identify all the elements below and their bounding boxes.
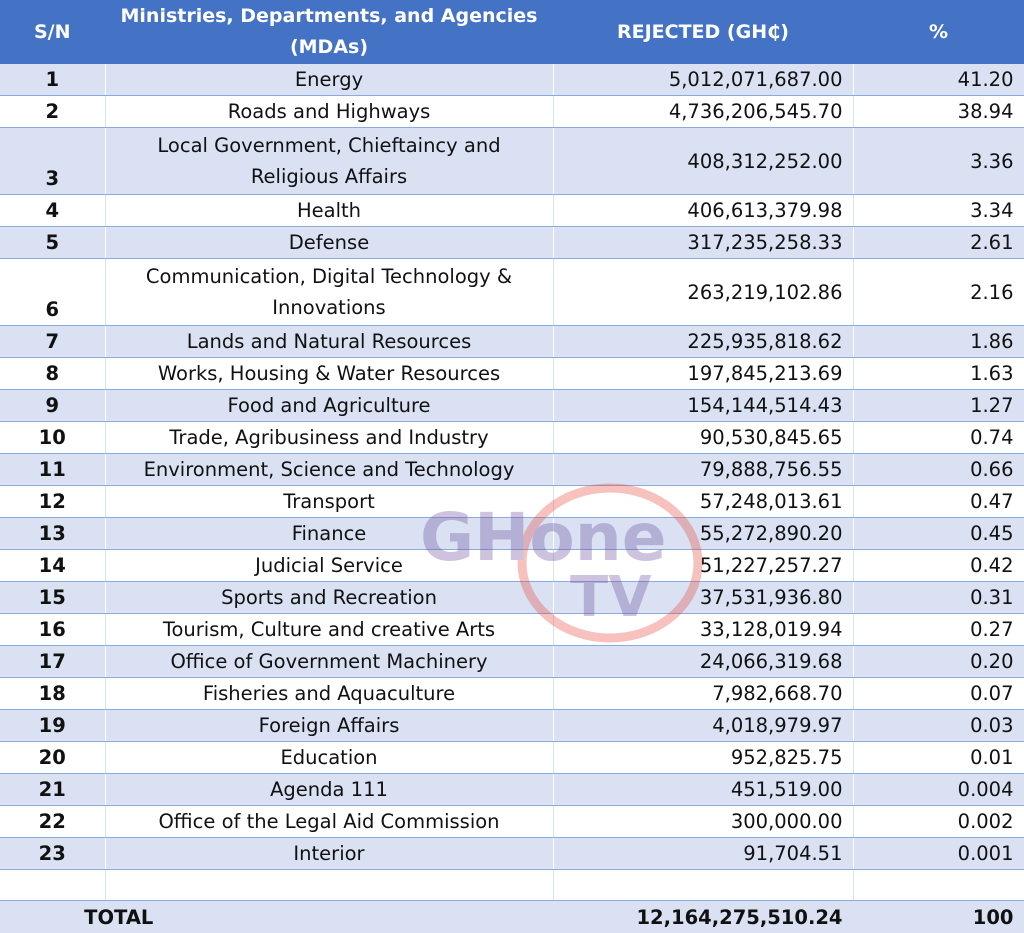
cell-percent: 2.61 bbox=[853, 227, 1024, 259]
table-row bbox=[0, 358, 1024, 390]
cell-amount: 7,982,668.70 bbox=[553, 678, 853, 710]
cell-sn: 11 bbox=[0, 454, 105, 486]
table-row bbox=[0, 227, 1024, 259]
blank-cell bbox=[0, 870, 105, 901]
table-row bbox=[0, 390, 1024, 422]
cell-percent: 38.94 bbox=[853, 96, 1024, 128]
watermark-text-bottom: TV bbox=[570, 565, 652, 630]
total-row bbox=[0, 901, 1024, 933]
cell-amount: 4,018,979.97 bbox=[553, 710, 853, 742]
cell-mda: Food and Agriculture bbox=[105, 390, 553, 422]
table-row bbox=[0, 774, 1024, 806]
cell-sn: 6 bbox=[0, 259, 105, 326]
blank-cell bbox=[553, 870, 853, 901]
cell-amount: 79,888,756.55 bbox=[553, 454, 853, 486]
cell-mda: Office of the Legal Aid Commission bbox=[105, 806, 553, 838]
cell-sn: 1 bbox=[0, 64, 105, 96]
cell-amount: 55,272,890.20 bbox=[553, 518, 853, 550]
cell-mda: Trade, Agribusiness and Industry bbox=[105, 422, 553, 454]
table-row bbox=[0, 422, 1024, 454]
cell-mda: Sports and Recreation bbox=[105, 582, 553, 614]
cell-sn: 14 bbox=[0, 550, 105, 582]
cell-amount: 406,613,379.98 bbox=[553, 195, 853, 227]
cell-mda: Tourism, Culture and creative Arts bbox=[105, 614, 553, 646]
cell-percent: 0.07 bbox=[853, 678, 1024, 710]
header-mda bbox=[105, 0, 553, 64]
cell-percent: 1.86 bbox=[853, 326, 1024, 358]
table-row bbox=[0, 128, 1024, 195]
cell-sn: 8 bbox=[0, 358, 105, 390]
cell-sn: 3 bbox=[0, 128, 105, 195]
cell-percent: 0.03 bbox=[853, 710, 1024, 742]
cell-sn: 20 bbox=[0, 742, 105, 774]
cell-sn: 17 bbox=[0, 646, 105, 678]
table-row bbox=[0, 710, 1024, 742]
cell-sn: 13 bbox=[0, 518, 105, 550]
total-label: TOTAL bbox=[84, 906, 153, 929]
header-mda-line1: Ministries, Departments, and Agencies bbox=[106, 1, 553, 32]
table-row bbox=[0, 806, 1024, 838]
cell-percent: 0.001 bbox=[853, 838, 1024, 870]
cell-sn: 18 bbox=[0, 678, 105, 710]
cell-amount: 90,530,845.65 bbox=[553, 422, 853, 454]
header-sn: S/N bbox=[0, 0, 105, 64]
cell-mda: Energy bbox=[105, 64, 553, 96]
cell-percent: 0.66 bbox=[853, 454, 1024, 486]
cell-mda: Finance bbox=[105, 518, 553, 550]
cell-amount: 91,704.51 bbox=[553, 838, 853, 870]
cell-amount: 5,012,071,687.00 bbox=[553, 64, 853, 96]
cell-sn: 4 bbox=[0, 195, 105, 227]
cell-percent: 0.20 bbox=[853, 646, 1024, 678]
cell-amount: 4,736,206,545.70 bbox=[553, 96, 853, 128]
cell-percent: 1.63 bbox=[853, 358, 1024, 390]
cell-percent: 0.74 bbox=[853, 422, 1024, 454]
cell-mda: Roads and Highways bbox=[105, 96, 553, 128]
cell-mda: Transport bbox=[105, 486, 553, 518]
table-row bbox=[0, 326, 1024, 358]
cell-mda-text: Local Government, Chieftaincy and Religious Affairs bbox=[144, 130, 514, 192]
cell-mda bbox=[105, 128, 553, 195]
cell-sn: 19 bbox=[0, 710, 105, 742]
cell-amount: 24,066,319.68 bbox=[553, 646, 853, 678]
table-row bbox=[0, 550, 1024, 582]
table-row bbox=[0, 678, 1024, 710]
cell-sn: 23 bbox=[0, 838, 105, 870]
cell-percent: 3.34 bbox=[853, 195, 1024, 227]
cell-sn: 9 bbox=[0, 390, 105, 422]
cell-mda: Lands and Natural Resources bbox=[105, 326, 553, 358]
cell-mda: Office of Government Machinery bbox=[105, 646, 553, 678]
table-row bbox=[0, 454, 1024, 486]
cell-percent: 0.27 bbox=[853, 614, 1024, 646]
table-row bbox=[0, 259, 1024, 326]
cell-mda: Health bbox=[105, 195, 553, 227]
table-row bbox=[0, 614, 1024, 646]
header-mda-line2: (MDAs) bbox=[106, 32, 553, 63]
cell-sn: 5 bbox=[0, 227, 105, 259]
cell-sn: 15 bbox=[0, 582, 105, 614]
cell-mda: Defense bbox=[105, 227, 553, 259]
header-row bbox=[0, 0, 1024, 64]
cell-mda bbox=[105, 259, 553, 326]
cell-sn: 21 bbox=[0, 774, 105, 806]
cell-sn: 12 bbox=[0, 486, 105, 518]
cell-percent: 2.16 bbox=[853, 259, 1024, 326]
watermark-text-top: GHone bbox=[420, 499, 667, 576]
table-row bbox=[0, 518, 1024, 550]
table-row bbox=[0, 64, 1024, 96]
cell-amount: 225,935,818.62 bbox=[553, 326, 853, 358]
cell-percent: 0.42 bbox=[853, 550, 1024, 582]
blank-cell bbox=[105, 870, 553, 901]
cell-amount: 57,248,013.61 bbox=[553, 486, 853, 518]
blank-cell bbox=[853, 870, 1024, 901]
table-row bbox=[0, 96, 1024, 128]
cell-mda: Environment, Science and Technology bbox=[105, 454, 553, 486]
cell-percent: 1.27 bbox=[853, 390, 1024, 422]
table-row bbox=[0, 838, 1024, 870]
blank-row bbox=[0, 870, 1024, 901]
cell-amount: 317,235,258.33 bbox=[553, 227, 853, 259]
header-rejected: REJECTED (GH₵) bbox=[553, 0, 853, 64]
cell-sn: 2 bbox=[0, 96, 105, 128]
cell-amount: 51,227,257.27 bbox=[553, 550, 853, 582]
table-row bbox=[0, 195, 1024, 227]
cell-amount: 37,531,936.80 bbox=[553, 582, 853, 614]
cell-sn: 22 bbox=[0, 806, 105, 838]
cell-amount: 451,519.00 bbox=[553, 774, 853, 806]
cell-amount: 197,845,213.69 bbox=[553, 358, 853, 390]
cell-percent: 0.47 bbox=[853, 486, 1024, 518]
cell-percent: 41.20 bbox=[853, 64, 1024, 96]
cell-percent: 0.45 bbox=[853, 518, 1024, 550]
cell-percent: 0.01 bbox=[853, 742, 1024, 774]
cell-amount: 408,312,252.00 bbox=[553, 128, 853, 195]
cell-percent: 0.004 bbox=[853, 774, 1024, 806]
cell-percent: 3.36 bbox=[853, 128, 1024, 195]
total-amount: 12,164,275,510.24 bbox=[553, 901, 853, 933]
cell-mda: Education bbox=[105, 742, 553, 774]
cell-mda: Judicial Service bbox=[105, 550, 553, 582]
cell-sn: 7 bbox=[0, 326, 105, 358]
cell-mda: Foreign Affairs bbox=[105, 710, 553, 742]
cell-mda: Fisheries and Aquaculture bbox=[105, 678, 553, 710]
cell-percent: 0.31 bbox=[853, 582, 1024, 614]
table-row bbox=[0, 486, 1024, 518]
total-percent: 100 bbox=[853, 901, 1024, 933]
total-label-cell bbox=[0, 901, 553, 933]
cell-amount: 154,144,514.43 bbox=[553, 390, 853, 422]
cell-amount: 300,000.00 bbox=[553, 806, 853, 838]
cell-sn: 10 bbox=[0, 422, 105, 454]
cell-amount: 952,825.75 bbox=[553, 742, 853, 774]
cell-amount: 263,219,102.86 bbox=[553, 259, 853, 326]
cell-amount: 33,128,019.94 bbox=[553, 614, 853, 646]
cell-mda: Interior bbox=[105, 838, 553, 870]
table-row bbox=[0, 646, 1024, 678]
cell-sn: 16 bbox=[0, 614, 105, 646]
cell-mda-text: Communication, Digital Technology & Innovations bbox=[129, 261, 529, 323]
table-row bbox=[0, 582, 1024, 614]
cell-mda: Agenda 111 bbox=[105, 774, 553, 806]
table-row bbox=[0, 742, 1024, 774]
header-percent: % bbox=[853, 0, 1024, 64]
cell-mda: Works, Housing & Water Resources bbox=[105, 358, 553, 390]
cell-percent: 0.002 bbox=[853, 806, 1024, 838]
